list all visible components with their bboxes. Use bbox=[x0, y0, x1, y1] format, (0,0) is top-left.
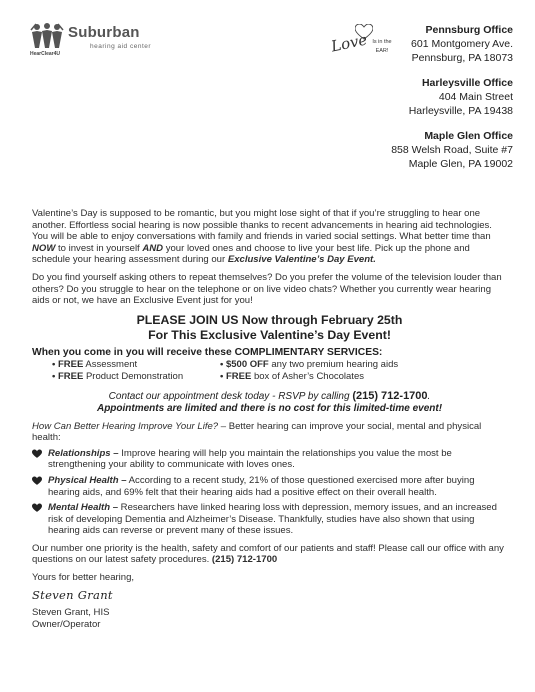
contact-line2: Appointments are limited and there is no cost for this limited-time event! bbox=[96, 402, 443, 414]
benefit-text: Researchers have linked hearing loss with depression, memory issues, and an increased risk of developing Dementia and Alzheimer’s Disease. Thankfully, studies have also shown that using hearing aids can reverse or prevent many of these issues. bbox=[48, 502, 497, 537]
office-name: Harleysville Office bbox=[421, 77, 513, 89]
benefit-title: Physical Health – bbox=[48, 474, 127, 486]
benefits-question: How Can Better Hearing Improve Your Life? bbox=[32, 420, 219, 432]
contact-callout bbox=[32, 390, 507, 415]
benefit-item-mental-health bbox=[32, 502, 507, 537]
intro-text: your loved ones and choose to live your best life. Pick up the phone and schedule your hearing assessment during our bbox=[32, 242, 470, 266]
logo-subtitle: hearing aid center bbox=[90, 43, 152, 50]
closing-paragraph bbox=[32, 543, 507, 566]
signature: Steven Grant bbox=[32, 587, 113, 602]
office-address-line2: Pennsburg, PA 18073 bbox=[411, 52, 513, 64]
service-item bbox=[220, 359, 480, 371]
heart-bullet-icon bbox=[32, 449, 42, 459]
benefit-item-physical-health bbox=[32, 475, 507, 498]
benefit-item-relationships bbox=[32, 448, 507, 471]
service-item bbox=[220, 371, 480, 383]
office-name: Pennsburg Office bbox=[425, 24, 513, 36]
love-tagline-line2: EAR! bbox=[375, 48, 389, 54]
logo-name: Suburban bbox=[68, 24, 140, 41]
intro-text: Valentine’s Day is supposed to be romantic, but you might lose sight of that if you’re struggling to hear one another. Effortless social hearing is now possible thanks to recent advancements in hearing aid technologies. You will be able to enjoy conversations with family and friends in varied social settings. What better time than bbox=[32, 208, 492, 243]
service-bold: • FREE bbox=[52, 359, 84, 371]
services-title: When you come in you will receive these COMPLIMENTARY SERVICES: bbox=[32, 346, 383, 358]
office-address-line1: 404 Main Street bbox=[438, 91, 513, 103]
contact-text: . bbox=[427, 390, 431, 402]
service-text: box of Asher’s Chocolates bbox=[251, 370, 364, 382]
benefits-intro bbox=[32, 421, 507, 444]
heart-bullet-icon bbox=[32, 476, 42, 486]
event-name: Exclusive Valentine’s Day Event. bbox=[227, 254, 376, 266]
heart-bullet-icon bbox=[32, 503, 42, 513]
emphasis-and: AND bbox=[142, 242, 164, 254]
service-item bbox=[52, 371, 220, 383]
signer-role: Owner/Operator bbox=[32, 619, 101, 631]
benefits-intro-text: – Better hearing can improve your social, mental and physical health: bbox=[32, 420, 482, 444]
emphasis-now: NOW bbox=[32, 242, 56, 254]
intro-text: to invest in yourself bbox=[55, 242, 143, 254]
office-address-line1: 601 Montgomery Ave. bbox=[411, 38, 513, 50]
office-name: Maple Glen Office bbox=[424, 130, 513, 142]
headline-line2: For This Exclusive Valentine’s Day Event! bbox=[148, 327, 391, 342]
company-logo bbox=[30, 22, 160, 58]
service-bold: • FREE bbox=[220, 370, 252, 382]
intro-paragraph-2: Do you find yourself asking others to repeat themselves? Do you prefer the volume of the television louder than others? Do you struggle to hear on the telephone or on live video chats? Whether you currently wear hearing aids or not, we have an Exclusive Event just for you! bbox=[32, 271, 502, 307]
services-list bbox=[52, 359, 507, 382]
office-harleysville bbox=[363, 76, 513, 118]
office-address-line1: 858 Welsh Road, Suite #7 bbox=[391, 144, 513, 156]
office-address-line2: Harleysville, PA 19438 bbox=[408, 105, 513, 117]
benefits-list bbox=[32, 448, 507, 537]
letter-body bbox=[32, 208, 507, 631]
love-tagline-line1: Is in the bbox=[372, 39, 392, 45]
signoff: Yours for better hearing, bbox=[32, 572, 135, 584]
logo-people-icon bbox=[30, 22, 64, 50]
signer-name: Steven Grant, HIS bbox=[32, 607, 110, 619]
service-text: any two premium hearing aids bbox=[268, 359, 399, 371]
closing-text: Our number one priority is the health, safety and comfort of our patients and staff! Please call our office with any questions on our latest safety procedures. bbox=[32, 542, 504, 566]
contact-phone[interactable]: (215) 712-1700 bbox=[352, 389, 428, 402]
love-script-word: Love bbox=[329, 30, 369, 56]
benefit-title: Mental Health – bbox=[48, 502, 119, 514]
headline-line1: PLEASE JOIN US Now through February 25th bbox=[136, 312, 403, 327]
service-bold: • $500 OFF bbox=[220, 359, 269, 371]
intro-paragraph-1 bbox=[32, 208, 507, 266]
benefit-text: Improve hearing will help you maintain the relationships you value the most be strengthening your ability to communicate with loves ones. bbox=[48, 447, 452, 471]
service-text: Assessment bbox=[83, 359, 138, 371]
closing-phone[interactable]: (215) 712-1700 bbox=[211, 554, 278, 566]
contact-text: Contact our appointment desk today - RSVP by calling bbox=[108, 390, 353, 402]
office-address-line2: Maple Glen, PA 19002 bbox=[408, 158, 513, 170]
benefit-title: Relationships – bbox=[48, 447, 119, 459]
service-bold: • FREE bbox=[52, 370, 84, 382]
service-text: Product Demonstration bbox=[83, 370, 184, 382]
logo-tagline: HearClear4U bbox=[30, 51, 61, 57]
contact-line1 bbox=[32, 390, 507, 403]
benefit-text: According to a recent study, 21% of those questioned exercised more after buying hearing aids, and 69% felt that their hearing aids had a positive effect on their overall health. bbox=[48, 474, 475, 498]
event-headline bbox=[32, 313, 507, 343]
office-pennsburg bbox=[363, 23, 513, 65]
office-list bbox=[363, 23, 513, 182]
service-item bbox=[52, 359, 220, 371]
office-maple-glen bbox=[363, 129, 513, 171]
